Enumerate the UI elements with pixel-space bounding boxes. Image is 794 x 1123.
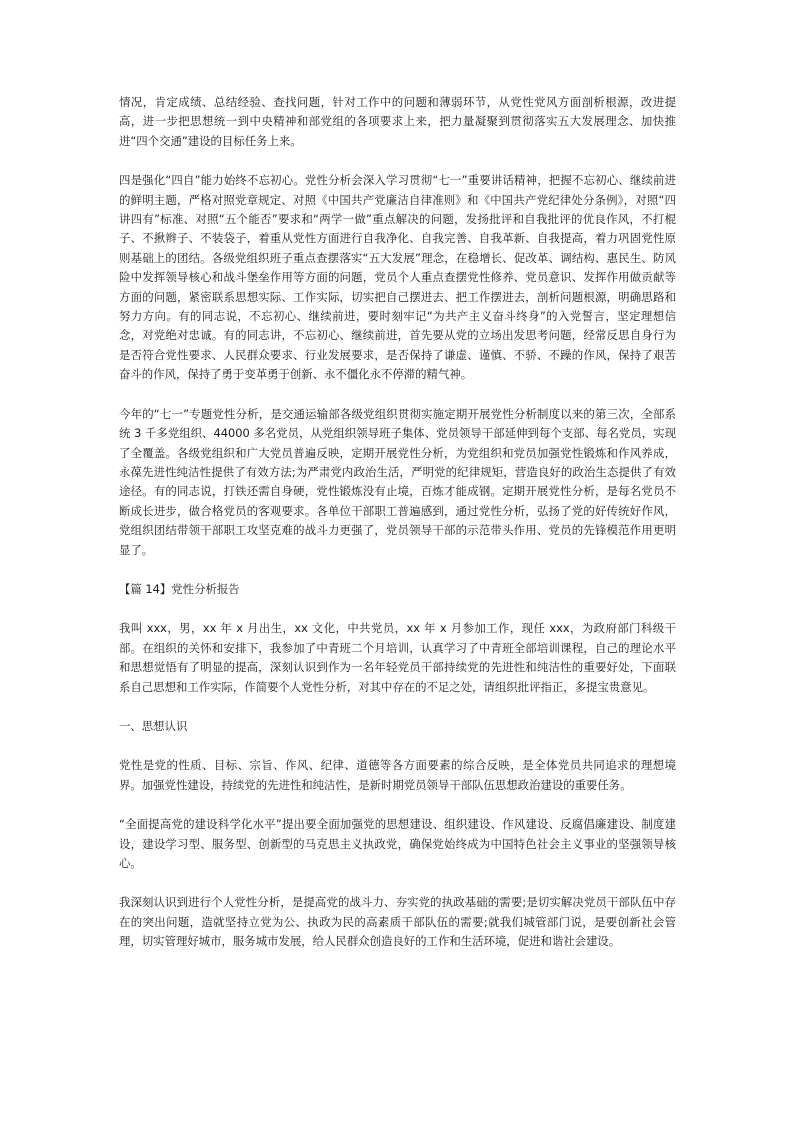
- paragraph-july-first-analysis: 今年的“七一”专题党性分析，是交通运输部各级党组织贯彻实施定期开展党性分析制度以来的第三次，全部系统 3 千多党组织、44000 多名党员，从党组织领导班子集体、党员领导干部延伸到每个支部、每名党员，实现了全覆盖。各级党组织和广大党员普遍反映，定期开展党性分析，为党组织和党员加强党性锻炼和作风养成，永葆先进性纯洁性提供了有效方法;为严肃党内政治生活，严明党的纪律规矩，营造良好的政治生态提供了有效途径。有的同志说，打铁还需自身硬，党性锻炼没有止境，百炼才能成钢。定期开展党性分析，是每名党员不断成长进步，做合格党员的客观要求。各单位干部职工普遍感到，通过党性分析，弘扬了党的好传统好作风，党组织团结带领干部职工攻坚克难的战斗力更强了，党员领导干部的示范带头作用、党员的先锋模范作用更明显了。: [119, 406, 676, 557]
- paragraph-intro-continuation: 情况，肯定成绩、总结经验、查找问题，针对工作中的问题和薄弱环节，从党性党风方面剖析根源，改进提高，进一步把思想统一到中央精神和部党组的各项要求上来，把力量凝聚到贯彻落实五大发展理念、加快推进“四个交通”建设的目标任务上来。: [119, 95, 676, 148]
- section-heading-ideological-understanding: 一、思想认识: [119, 718, 188, 733]
- paragraph-personal-analysis-significance: 我深刻认识到进行个人党性分析，是提高党的战斗力、夯实党的执政基础的需要;是切实解决党员干部队伍中存在的突出问题，造就坚持立党为公、执政为民的高素质干部队伍的需要;就我们城管部门说，是要创新社会管理，切实管理好城市，服务城市发展，给人民群众创造良好的工作和生活环境，促进和谐社会建设。: [119, 895, 676, 949]
- document-body: [119, 93, 676, 972]
- paragraph-self-introduction: 我叫 xxx，男，xx 年 x 月出生，xx 文化，中共党员，xx 年 x 月参加工作，现任 xxx，为政府部门科级干部。在组织的关怀和安排下，我参加了中青班二个月培训，认真学习了中青班全部培训课程，自己的理论水平和思想觉悟有了明显的提高，深刻认识到作为一名年轻党员干部持续党的先进性和纯洁性的重要好处，下面联系自己思想和工作实际，作简要个人党性分析，对其中存在的不足之处，请组织批评指正，多提宝贵意见。: [119, 621, 676, 694]
- paragraph-party-building-science: “全面提高党的建设科学化水平”提出要全面加强党的思想建设、组织建设、作风建设、反腐倡廉建设、制度建设，建设学习型、服务型、创新型的马克思主义执政党，确保党始终成为中国特色社会主义事业的坚强领导核心。: [119, 817, 676, 870]
- section-heading-article-14: 【篇 14】党性分析报告: [119, 581, 240, 596]
- paragraph-four-self-ability: 四是强化“四自”能力始终不忘初心。党性分析会深入学习贯彻“七一”重要讲话精神，把握不忘初心、继续前进的鲜明主题，严格对照党章规定、对照《中国共产党廉洁自律准则》和《中国共产党纪律处分条例》，对照“四讲四有”标准、对照“五个能否”要求和“两学一做”重点解决的问题，发扬批评和自我批评的优良作风，不打棍子、不揪辫子、不装袋子，着重从党性方面进行自我净化、自我完善、自我革新、自我提高，着力巩固党性原则基础上的团结。各级党组织班子重点查摆落实“五大发展”理念，在稳增长、促改革、调结构、惠民生、防风险中发挥领导核心和战斗堡垒作用等方面的问题，党员个人重点查摆党性修养、党员意识、发挥作用做贡献等方面的问题，紧密联系思想实际、工作实际，切实把自己摆进去、把工作摆进去，剖析问题根源，明确思路和努力方向。有的同志说，不忘初心、继续前进，要时刻牢记“为共产主义奋斗终身”的入党誓言，坚定理想信念，对党绝对忠诚。有的同志讲，不忘初心、继续前进，首先要从党的立场出发思考问题，经常反思自身行为是否符合党性要求、人民群众要求、行业发展要求，是否保持了谦虚、谨慎、不骄、不躁的作风，保持了艰苦奋斗的作风，保持了勇于变革勇于创新、永不僵化永不停滞的精气神。: [119, 173, 676, 382]
- paragraph-party-nature-definition: 党性是党的性质、目标、宗旨、作风、纪律、道德等各方面要素的综合反映，是全体党员共同追求的理想境界。加强党性建设，持续党的先进性和纯洁性，是新时期党员领导干部队伍思想政治建设的重要任务。: [119, 758, 676, 792]
